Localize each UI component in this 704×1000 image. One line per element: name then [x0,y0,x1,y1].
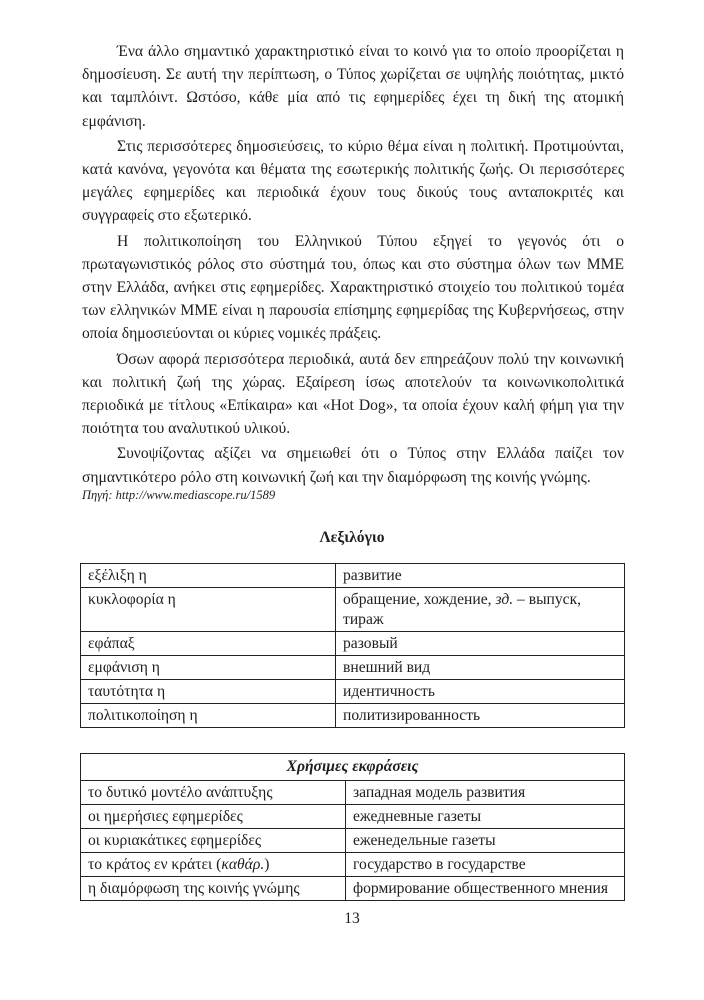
paragraph-5: Συνοψίζοντας αξίζει να σημειωθεί ότι ο Τύπος στην Ελλάδα παίζει τον σημαντικότερο ρόλο στη κοινωνική ζωή και την διαμόρφωση της κοινής γνώμης. [82,445,624,486]
russian-translation: государство в государстве [346,853,625,877]
greek-phrase [81,853,346,877]
paragraph-1: Ένα άλλο σημαντικό χαρακτηριστικό είναι το κοινό για το οποίο προορίζεται η δημοσίευση. Σε αυτή την περίπτωση, ο Τύπος χωρίζεται σε υψηλής ποιότητας, μικτό και ταμπλόιντ. Ωστόσο, κάθε μία από τις εφημερίδες έχει τη δική της ατομική εμφάνιση. [82,43,624,130]
greek-phrase: οι κυριακάτικες εφημερίδες [81,829,346,853]
translation-part-1: обращение, хождение, [343,591,496,608]
phrase-part-1: το κράτος εν κράτει ( [88,856,222,873]
phrases-title: Χρήσιμες εκφράσεις [81,754,625,781]
table-row [81,588,625,632]
table-row [81,632,625,656]
table-row [81,877,625,901]
table-row [81,829,625,853]
russian-translation: развитие [336,564,625,588]
greek-term: εμφάνιση η [81,656,336,680]
greek-term: πολιτικοποίηση η [81,704,336,728]
table-row [81,853,625,877]
paragraph-4: Όσων αφορά περισσότερα περιοδικά, αυτά δεν επηρεάζουν πολύ την κοινωνική και πολιτική ζωή της χώρας. Εξαίρεση ίσως αποτελούν τα κοινωνικοπολιτικά περιοδικά με τίτλους «Επίκαιρα» και «Hot Dog», τα οποία έχουν καλή φήμη για την ποιότητα του αναλυτικού υλικού. [82,350,624,438]
greek-phrase: το δυτικό μοντέλο ανάπτυξης [81,781,346,805]
table-row [81,781,625,805]
article-body [82,40,624,491]
page-number: 13 [344,910,360,927]
russian-translation: разовый [336,632,625,656]
paragraph-3: Η πολιτικοποίηση του Ελληνικού Τύπου εξηγεί το γεγονός ότι ο πρωταγωνιστικός ρόλος στο σύστημά του, όπως και στο σύστημα όλων των ΜΜΕ στην Ελλάδα, ανήκει στις εφημερίδες. Χαρακτηριστικό στοιχείο του πολιτικού τομέα των ελληνικών ΜΜΕ είναι η παρουσία επίσημης εφημερίδας της Κυβερνήσεως, στην οποία δημοσιεύονται οι κύριες νομικές πράξεις. [82,232,624,343]
table-row [81,704,625,728]
phrase-part-2: ) [264,856,270,873]
table-row [81,805,625,829]
russian-translation: западная модель развития [346,781,625,805]
greek-term: κυκλοφορία η [81,588,336,632]
russian-translation: еженедельные газеты [346,829,625,853]
greek-term: ταυτότητα η [81,680,336,704]
vocabulary-table [80,563,625,728]
russian-translation [336,588,625,632]
russian-translation: политизированность [336,704,625,728]
russian-translation: формирование общественного мнения [346,877,625,901]
russian-translation: ежедневные газеты [346,805,625,829]
russian-translation: внешний вид [336,656,625,680]
greek-term: εξέλιξη η [81,564,336,588]
source-citation: Πηγή: http://www.mediascope.ru/1589 [82,488,276,502]
translation-abbrev: зд. [495,591,514,608]
russian-translation: идентичность [336,680,625,704]
phrases-table [80,753,625,901]
paragraph-2: Στις περισσότερες δημοσιεύσεις, το κύριο θέμα είναι η πολιτική. Προτιμούνται, κατά κανόνα, γεγονότα και θέματα της εσωτερικής πολιτικής ζωής. Οι περισσότερες μεγάλες εφημερίδες και περιοδικά έχουν τους δικούς τους ανταποκριτές και συγγραφείς στο εξωτερικό. [82,137,624,225]
table-row [81,680,625,704]
phrase-abbrev: καθάρ. [221,856,265,873]
greek-phrase: η διαμόρφωση της κοινής γνώμης [81,877,346,901]
greek-phrase: οι ημερήσιες εφημερίδες [81,805,346,829]
translation-part-2: – выпуск, тираж [343,591,582,628]
greek-term: εφάπαξ [81,632,336,656]
table-row [81,656,625,680]
vocabulary-title: Λεξιλόγιο [319,529,385,546]
table-row [81,564,625,588]
